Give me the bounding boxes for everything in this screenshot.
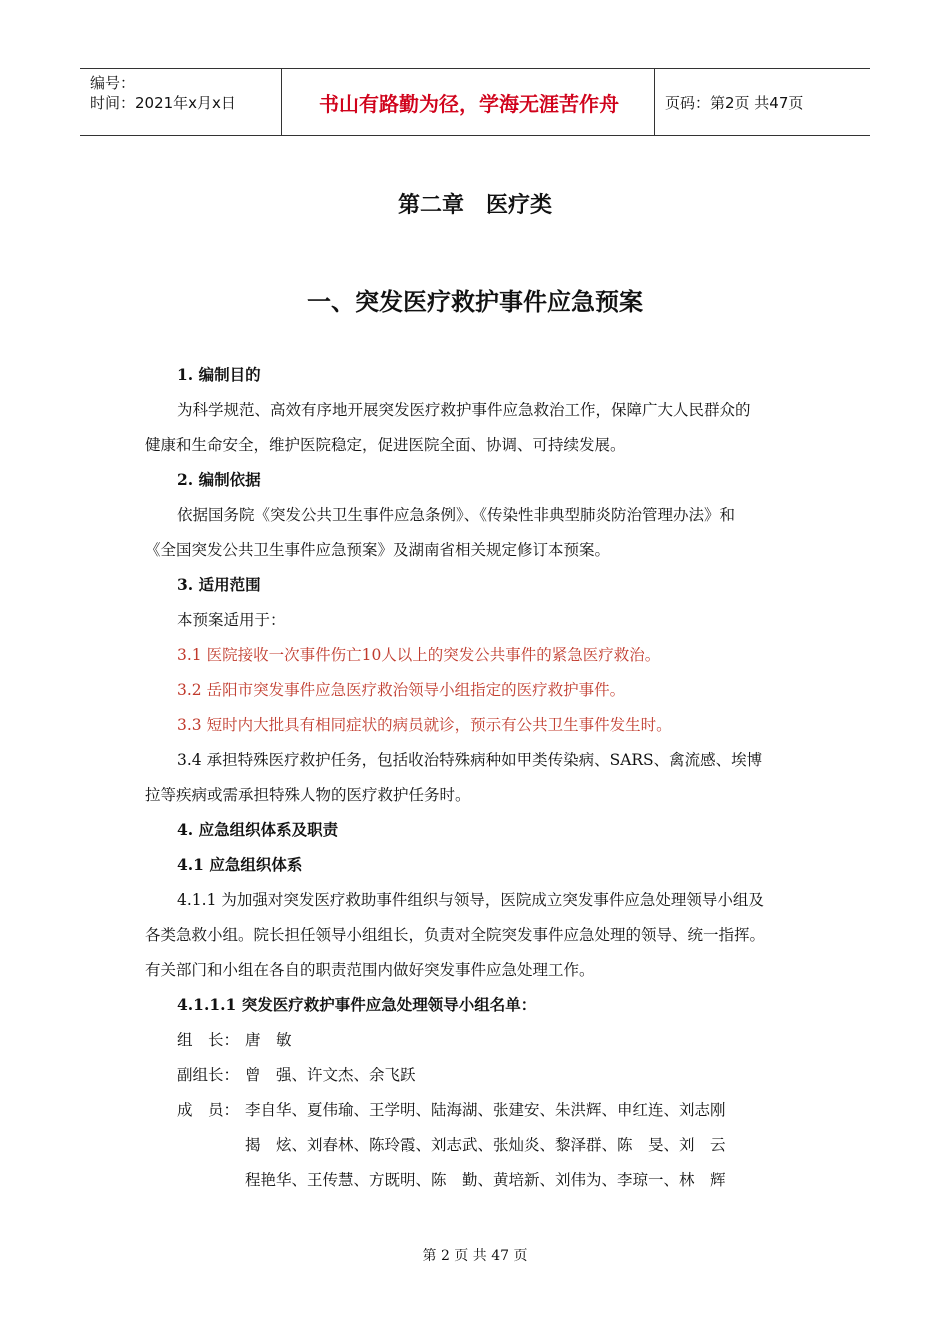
- header-motto: 书山有路勤为径，学海无涯苦作舟: [319, 91, 619, 116]
- document-time-label: 时间：2021年x月x日: [90, 94, 236, 112]
- paragraph-line: 《全国突发公共卫生事件应急预案》及湖南省相关规定修订本预案。: [145, 541, 611, 559]
- leader-value: 唐 敏: [245, 1031, 292, 1049]
- document-body: [145, 362, 825, 1202]
- scope-item-3-4: 3.4 承担特殊医疗救护任务，包括收治特殊病种如甲类传染病、SARS、禽流感、埃博: [177, 751, 763, 769]
- heading-scope: 3. 适用范围: [177, 575, 261, 594]
- paragraph-line: 为科学规范、高效有序地开展突发医疗救护事件应急救治工作，保障广大人民群众的: [177, 401, 751, 419]
- paragraph-line: 有关部门和小组在各自的职责范围内做好突发事件应急处理工作。: [145, 961, 595, 979]
- deputy-label: 副组长：: [177, 1066, 240, 1084]
- chapter-title: 第二章 医疗类: [397, 193, 552, 218]
- header-meta: [90, 73, 236, 113]
- leader-label: 组 长：: [177, 1031, 240, 1049]
- paragraph-line: 依据国务院《突发公共卫生事件应急条例》、《传染性非典型肺炎防治管理办法》和: [177, 506, 736, 524]
- document-number-label: 编号：: [90, 74, 136, 92]
- page-footer: 第 2 页 共 47 页: [422, 1248, 528, 1264]
- members-continuation: 揭 炫、刘春林、陈玲霞、刘志武、张灿炎、黎泽群、陈 旻、刘 云: [245, 1136, 726, 1154]
- scope-item-3-2: 3.2 岳阳市突发事件应急医疗救治领导小组指定的医疗救护事件。: [177, 681, 626, 699]
- heading-organization: 4. 应急组织体系及职责: [177, 820, 339, 839]
- paragraph-line: 4.1.1 为加强对突发医疗救助事件组织与领导，医院成立突发事件应急处理领导小组及: [177, 891, 764, 909]
- paragraph-line: 各类急救小组。院长担任领导小组组长，负责对全院突发事件应急处理的领导、统一指挥。: [145, 926, 766, 944]
- deputy-row: [145, 1062, 825, 1097]
- scope-item-3-1: 3.1 医院接收一次事件伤亡10人以上的突发公共事件的紧急医疗救治。: [177, 646, 661, 664]
- members-row: [145, 1097, 825, 1132]
- members-continuation: 程艳华、王传慧、方既明、陈 勤、黄培新、刘伟为、李琼一、林 辉: [245, 1171, 726, 1189]
- members-value: 李自华、夏伟瑜、王学明、陆海湖、张建安、朱洪辉、申红连、刘志刚: [245, 1101, 726, 1119]
- header-page-code: 页码：第2页 共47页: [665, 93, 804, 112]
- members-label: 成 员：: [177, 1101, 240, 1119]
- paragraph-line: 拉等疾病或需承担特殊人物的医疗救护任务时。: [145, 786, 471, 804]
- page-header-table: [80, 68, 870, 136]
- heading-purpose: 1. 编制目的: [177, 365, 261, 384]
- header-divider: [281, 69, 282, 135]
- heading-leader-list: 4.1.1.1 突发医疗救护事件应急处理领导小组名单：: [177, 995, 537, 1014]
- section-title: 一、突发医疗救护事件应急预案: [307, 288, 643, 316]
- paragraph-line: 健康和生命安全，维护医院稳定，促进医院全面、协调、可持续发展。: [145, 436, 626, 454]
- deputy-value: 曾 强、许文杰、余飞跃: [245, 1066, 416, 1084]
- heading-basis: 2. 编制依据: [177, 470, 261, 489]
- scope-item-3-3: 3.3 短时内大批具有相同症状的病员就诊，预示有公共卫生事件发生时。: [177, 716, 672, 734]
- heading-organization-system: 4.1 应急组织体系: [177, 855, 303, 874]
- leader-row: [145, 1027, 825, 1062]
- paragraph-line: 本预案适用于：: [177, 611, 286, 629]
